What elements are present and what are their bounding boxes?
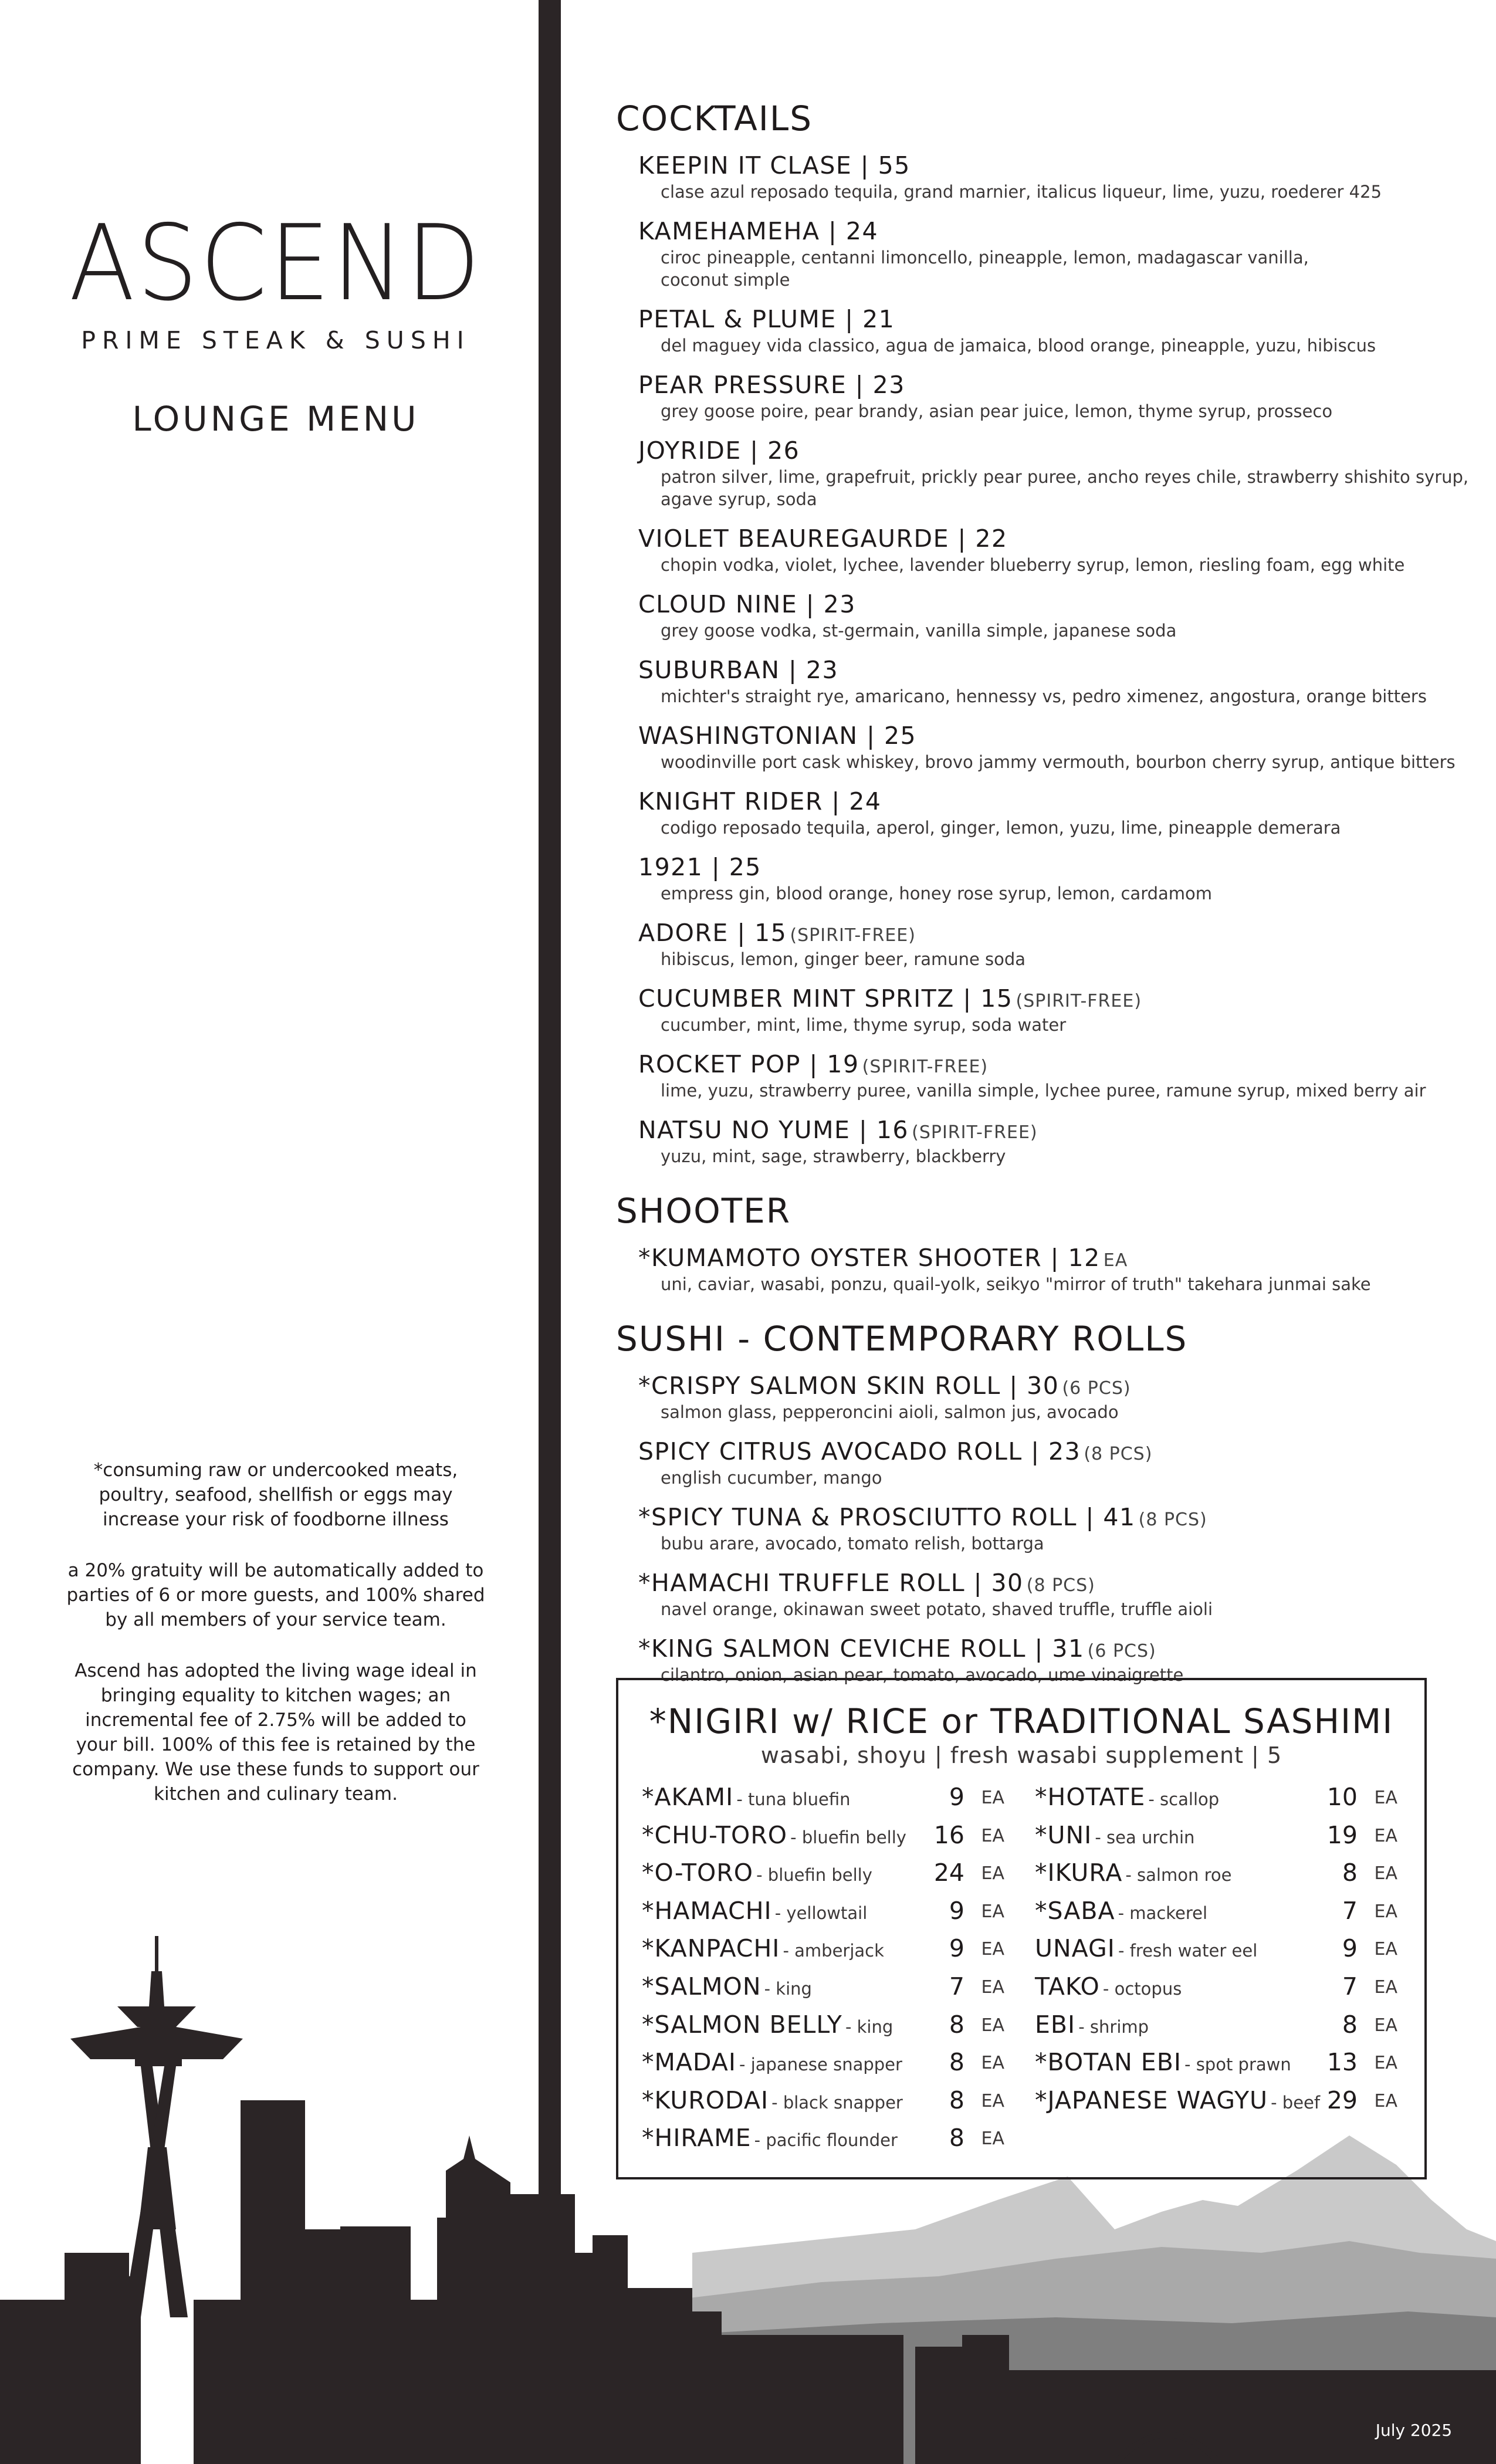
nigiri-desc: - mackerel	[1118, 1903, 1208, 1923]
living-wage-note: Ascend has adopted the living wage ideal in bringing equality to kitchen wages; an incremental fee of 2.75% will be added to your bill. 100% of this fee is retained by the company. We use these funds to support our kitchen and culinary team.	[72, 1660, 479, 1805]
item-note: (SPIRIT-FREE)	[1016, 991, 1142, 1011]
nigiri-row	[1035, 2086, 1403, 2124]
nigiri-desc: - amberjack	[783, 1941, 884, 1961]
nigiri-box	[616, 1678, 1427, 2179]
item-name: *SPICY TUNA & PROSCIUTTO ROLL | 41	[638, 1503, 1136, 1531]
nigiri-desc: - king	[845, 2016, 893, 2037]
menu-item	[638, 786, 1461, 839]
nigiri-name: *HIRAME	[642, 2124, 752, 2152]
item-desc: uni, caviar, wasabi, ponzu, quail-yolk, seikyo "mirror of truth" takehara junmai sake	[661, 1274, 1371, 1294]
nigiri-unit: EA	[981, 1825, 1004, 1846]
nigiri-desc: - fresh water eel	[1118, 1941, 1258, 1961]
item-desc: michter's straight rye, amaricano, hennessy vs, pedro ximenez, angostura, orange bitters	[661, 686, 1427, 706]
nigiri-desc: - tuna bluefin	[736, 1789, 851, 1809]
nigiri-unit: EA	[1374, 1863, 1397, 1884]
brand-tagline: PRIME STEAK & SUSHI	[81, 326, 471, 354]
item-note: (SPIRIT-FREE)	[790, 925, 916, 946]
nigiri-desc: - spot prawn	[1184, 2055, 1291, 2075]
nigiri-desc: - scallop	[1148, 1789, 1220, 1809]
section-title: SHOOTER	[616, 1191, 791, 1231]
nigiri-name: *MADAI	[642, 2048, 736, 2077]
nigiri-name: *HAMACHI	[642, 1896, 772, 1925]
item-note: (SPIRIT-FREE)	[912, 1122, 1038, 1143]
date-badge: July 2025	[1349, 2414, 1478, 2447]
nigiri-desc: - octopus	[1102, 1978, 1182, 1999]
item-name: JOYRIDE | 26	[638, 436, 800, 465]
nigiri-price: 9	[949, 1783, 964, 1811]
menu-item	[638, 918, 1461, 970]
nigiri-row	[642, 1897, 1010, 1935]
nigiri-row	[1035, 1897, 1403, 1935]
item-desc: cilantro, onion, asian pear, tomato, avocado, ume vinaigrette	[661, 1665, 1184, 1685]
nigiri-name: UNAGI	[1035, 1934, 1115, 1963]
nigiri-price: 8	[1342, 1859, 1358, 1887]
item-desc: grey goose vodka, st-germain, vanilla simple, japanese soda	[661, 621, 1177, 641]
nigiri-unit: EA	[981, 2053, 1004, 2074]
nigiri-unit: EA	[1374, 1825, 1397, 1846]
nigiri-row	[642, 2011, 1010, 2049]
item-note: (8 PCS)	[1026, 1575, 1095, 1596]
menu-item	[638, 655, 1461, 708]
nigiri-desc: - black snapper	[771, 2092, 903, 2113]
menu-item	[638, 1502, 1461, 1555]
item-name: ROCKET POP | 19	[638, 1050, 859, 1078]
item-desc: patron silver, lime, grapefruit, prickly pear puree, ancho reyes chile, strawberry shishito syrup, agave syrup, soda	[661, 467, 1469, 509]
nigiri-title: *NIGIRI w/ RICE or TRADITIONAL SASHIMI	[649, 1701, 1394, 1741]
nigiri-unit: EA	[981, 1863, 1004, 1884]
nigiri-name: EBI	[1035, 2010, 1076, 2039]
item-desc: del maguey vida classico, agua de jamaica, blood orange, pineapple, yuzu, hibiscus	[661, 336, 1376, 356]
item-name: SUBURBAN | 23	[638, 656, 839, 684]
menu-item	[638, 589, 1461, 642]
item-note: (8 PCS)	[1084, 1444, 1153, 1464]
nigiri-name: *SALMON	[642, 1972, 761, 2001]
nigiri-desc: - bluefin belly	[756, 1865, 872, 1886]
nigiri-desc: - salmon roe	[1125, 1865, 1232, 1886]
item-desc: hibiscus, lemon, ginger beer, ramune soda	[661, 949, 1026, 969]
nigiri-desc: - king	[764, 1978, 812, 1999]
nigiri-unit: EA	[981, 1939, 1004, 1960]
nigiri-price: 29	[1326, 2086, 1358, 2114]
nigiri-name: *KANPACHI	[642, 1934, 780, 1963]
nigiri-price: 8	[949, 2124, 964, 2152]
section-title: COCKTAILS	[616, 99, 813, 138]
menu-body	[616, 99, 1469, 1699]
nigiri-column-right	[1035, 1783, 1403, 2124]
item-name: PEAR PRESSURE | 23	[638, 371, 905, 399]
nigiri-desc: - shrimp	[1078, 2016, 1149, 2037]
item-name: *KUMAMOTO OYSTER SHOOTER | 12	[638, 1244, 1101, 1272]
nigiri-unit: EA	[981, 1788, 1004, 1808]
nigiri-price: 19	[1326, 1820, 1358, 1849]
nigiri-price: 24	[933, 1859, 964, 1887]
nigiri-row	[1035, 2011, 1403, 2049]
nigiri-row	[642, 2086, 1010, 2124]
item-desc: lime, yuzu, strawberry puree, vanilla simple, lychee puree, ramune syrup, mixed berry air	[661, 1081, 1426, 1101]
section-gap	[616, 1180, 1461, 1191]
section-cocktails	[616, 99, 1469, 1167]
nigiri-price: 7	[1342, 1896, 1358, 1925]
nigiri-name: *SALMON BELLY	[642, 2010, 842, 2039]
item-name: CUCUMBER MINT SPRITZ | 15	[638, 984, 1013, 1013]
menu-item	[638, 150, 1461, 203]
nigiri-price: 8	[949, 2048, 964, 2077]
nigiri-name: *CHU-TORO	[642, 1820, 788, 1849]
nigiri-unit: EA	[981, 2128, 1004, 2150]
nigiri-row	[1035, 1783, 1403, 1821]
nigiri-price: 9	[1342, 1934, 1358, 1963]
item-name: KAMEHAMEHA | 24	[638, 217, 879, 245]
nigiri-price: 8	[949, 2010, 964, 2039]
menu-item	[638, 1049, 1461, 1102]
nigiri-row	[642, 2124, 1010, 2162]
menu-item	[638, 1243, 1461, 1295]
nigiri-row	[642, 1934, 1010, 1972]
nigiri-desc: - sea urchin	[1095, 1827, 1195, 1847]
nigiri-subtitle: wasabi, shoyu | fresh wasabi supplement | 5	[760, 1742, 1282, 1768]
nigiri-row	[1035, 1859, 1403, 1897]
section-gap	[616, 1308, 1461, 1319]
item-name: ADORE | 15	[638, 919, 787, 947]
nigiri-price: 10	[1326, 1783, 1358, 1811]
nigiri-unit: EA	[1374, 2090, 1397, 2111]
menu-item	[638, 1115, 1461, 1167]
nigiri-desc: - japanese snapper	[739, 2055, 902, 2075]
nigiri-name: *AKAMI	[642, 1783, 734, 1811]
item-note: (8 PCS)	[1138, 1509, 1207, 1530]
item-desc: ciroc pineapple, centanni limoncello, pineapple, lemon, madagascar vanilla, coconut simple	[661, 248, 1309, 290]
item-note: (6 PCS)	[1087, 1641, 1156, 1661]
item-name: *CRISPY SALMON SKIN ROLL | 30	[638, 1372, 1060, 1400]
item-name: VIOLET BEAUREGAURDE | 22	[638, 524, 1008, 553]
logo	[0, 202, 551, 354]
menu-item	[638, 216, 1461, 291]
menu-item	[638, 720, 1461, 773]
nigiri-price: 9	[949, 1934, 964, 1963]
item-name: 1921 | 25	[638, 853, 761, 881]
item-desc: bubu arare, avocado, tomato relish, bottarga	[661, 1534, 1044, 1553]
nigiri-desc: - pacific flounder	[754, 2130, 898, 2151]
item-note: (SPIRIT-FREE)	[862, 1057, 989, 1077]
nigiri-price: 9	[949, 1896, 964, 1925]
nigiri-desc: - bluefin belly	[790, 1827, 906, 1847]
nigiri-name: *JAPANESE WAGYU	[1035, 2086, 1268, 2114]
nigiri-row	[1035, 2048, 1403, 2086]
nigiri-price: 13	[1326, 2048, 1358, 2077]
nigiri-unit: EA	[1374, 2053, 1397, 2074]
nigiri-price: 16	[933, 1820, 964, 1849]
section-sushi-rolls	[616, 1319, 1461, 1686]
nigiri-row	[642, 1972, 1010, 2011]
item-name: WASHINGTONIAN | 25	[638, 722, 917, 750]
menu-item	[638, 523, 1461, 576]
menu-item	[638, 852, 1461, 905]
nigiri-row	[642, 1821, 1010, 1859]
nigiri-name: *O-TORO	[642, 1859, 754, 1887]
nigiri-unit: EA	[981, 2090, 1004, 2111]
nigiri-row	[642, 2048, 1010, 2086]
item-name: NATSU NO YUME | 16	[638, 1116, 909, 1144]
item-name: SPICY CITRUS AVOCADO ROLL | 23	[638, 1437, 1081, 1465]
nigiri-column-left	[642, 1783, 1010, 2162]
item-desc: woodinville port cask whiskey, brovo jammy vermouth, bourbon cherry syrup, antique bitters	[661, 752, 1456, 772]
nigiri-name: *BOTAN EBI	[1035, 2048, 1182, 2077]
item-desc: grey goose poire, pear brandy, asian pear juice, lemon, thyme syrup, prosseco	[661, 401, 1333, 421]
nigiri-name: *KURODAI	[642, 2086, 769, 2114]
nigiri-unit: EA	[1374, 1788, 1397, 1808]
item-desc: yuzu, mint, sage, strawberry, blackberry	[661, 1146, 1006, 1166]
nigiri-unit: EA	[1374, 1901, 1397, 1922]
item-name: CLOUD NINE | 23	[638, 590, 856, 618]
nigiri-name: *UNI	[1035, 1820, 1092, 1849]
nigiri-price: 8	[949, 2086, 964, 2114]
item-name: KNIGHT RIDER | 24	[638, 787, 882, 815]
nigiri-price: 7	[949, 1972, 964, 2001]
menu-item	[638, 435, 1469, 510]
nigiri-row	[1035, 1934, 1403, 1972]
nigiri-name: *IKURA	[1035, 1859, 1123, 1887]
menu-item	[638, 983, 1461, 1036]
item-desc: clase azul reposado tequila, grand marnier, italicus liqueur, lime, yuzu, roederer 425	[661, 182, 1382, 202]
section-shooter	[616, 1191, 1461, 1295]
item-name: KEEPIN IT CLASE | 55	[638, 151, 911, 180]
item-note: (6 PCS)	[1062, 1378, 1131, 1399]
nigiri-name: *HOTATE	[1035, 1783, 1146, 1811]
nigiri-unit: EA	[1374, 2015, 1397, 2036]
nigiri-price: 8	[1342, 2010, 1358, 2039]
nigiri-name: *SABA	[1035, 1896, 1115, 1925]
raw-food-warning: *consuming raw or undercooked meats, poultry, seafood, shellfish or eggs may increase your risk of foodborne illness	[93, 1460, 458, 1530]
item-desc: navel orange, okinawan sweet potato, shaved truffle, truffle aioli	[661, 1599, 1213, 1619]
item-note: EA	[1103, 1250, 1128, 1271]
menu-item	[638, 1568, 1461, 1620]
menu-item	[638, 1370, 1461, 1423]
item-desc: codigo reposado tequila, aperol, ginger, lemon, yuzu, lime, pineapple demerara	[661, 818, 1341, 838]
notes	[65, 1458, 487, 1833]
nigiri-row	[642, 1783, 1010, 1821]
item-desc: chopin vodka, violet, lychee, lavender blueberry syrup, lemon, riesling foam, egg white	[661, 555, 1405, 575]
gratuity-note: a 20% gratuity will be automatically added to parties of 6 or more guests, and 100% shared by all members of your service team.	[66, 1560, 485, 1630]
menu-item	[638, 370, 1461, 422]
nigiri-desc: - yellowtail	[774, 1903, 868, 1923]
nigiri-row	[1035, 1972, 1403, 2011]
nigiri-price: 7	[1342, 1972, 1358, 2001]
menu-item	[638, 304, 1461, 357]
item-desc: empress gin, blood orange, honey rose syrup, lemon, cardamom	[661, 884, 1213, 903]
section-title: SUSHI - CONTEMPORARY ROLLS	[616, 1319, 1188, 1359]
nigiri-row	[1035, 1821, 1403, 1859]
nigiri-unit: EA	[981, 2015, 1004, 2036]
item-name: *KING SALMON CEVICHE ROLL | 31	[638, 1634, 1085, 1663]
item-name: *HAMACHI TRUFFLE ROLL | 30	[638, 1569, 1024, 1597]
menu-title: LOUNGE MENU	[132, 399, 419, 439]
nigiri-name: TAKO	[1035, 1972, 1100, 2001]
nigiri-unit: EA	[1374, 1976, 1397, 1998]
nigiri-row	[642, 1859, 1010, 1897]
item-desc: salmon glass, pepperoncini aioli, salmon jus, avocado	[661, 1402, 1119, 1422]
item-desc: cucumber, mint, lime, thyme syrup, soda water	[661, 1015, 1067, 1035]
nigiri-unit: EA	[981, 1901, 1004, 1922]
brand-name: ASCEND	[69, 202, 483, 324]
menu-item	[638, 1436, 1461, 1489]
nigiri-unit: EA	[1374, 1939, 1397, 1960]
item-desc: english cucumber, mango	[661, 1468, 882, 1488]
item-name: PETAL & PLUME | 21	[638, 305, 895, 333]
nigiri-desc: - beef	[1271, 2092, 1321, 2113]
nigiri-unit: EA	[981, 1976, 1004, 1998]
